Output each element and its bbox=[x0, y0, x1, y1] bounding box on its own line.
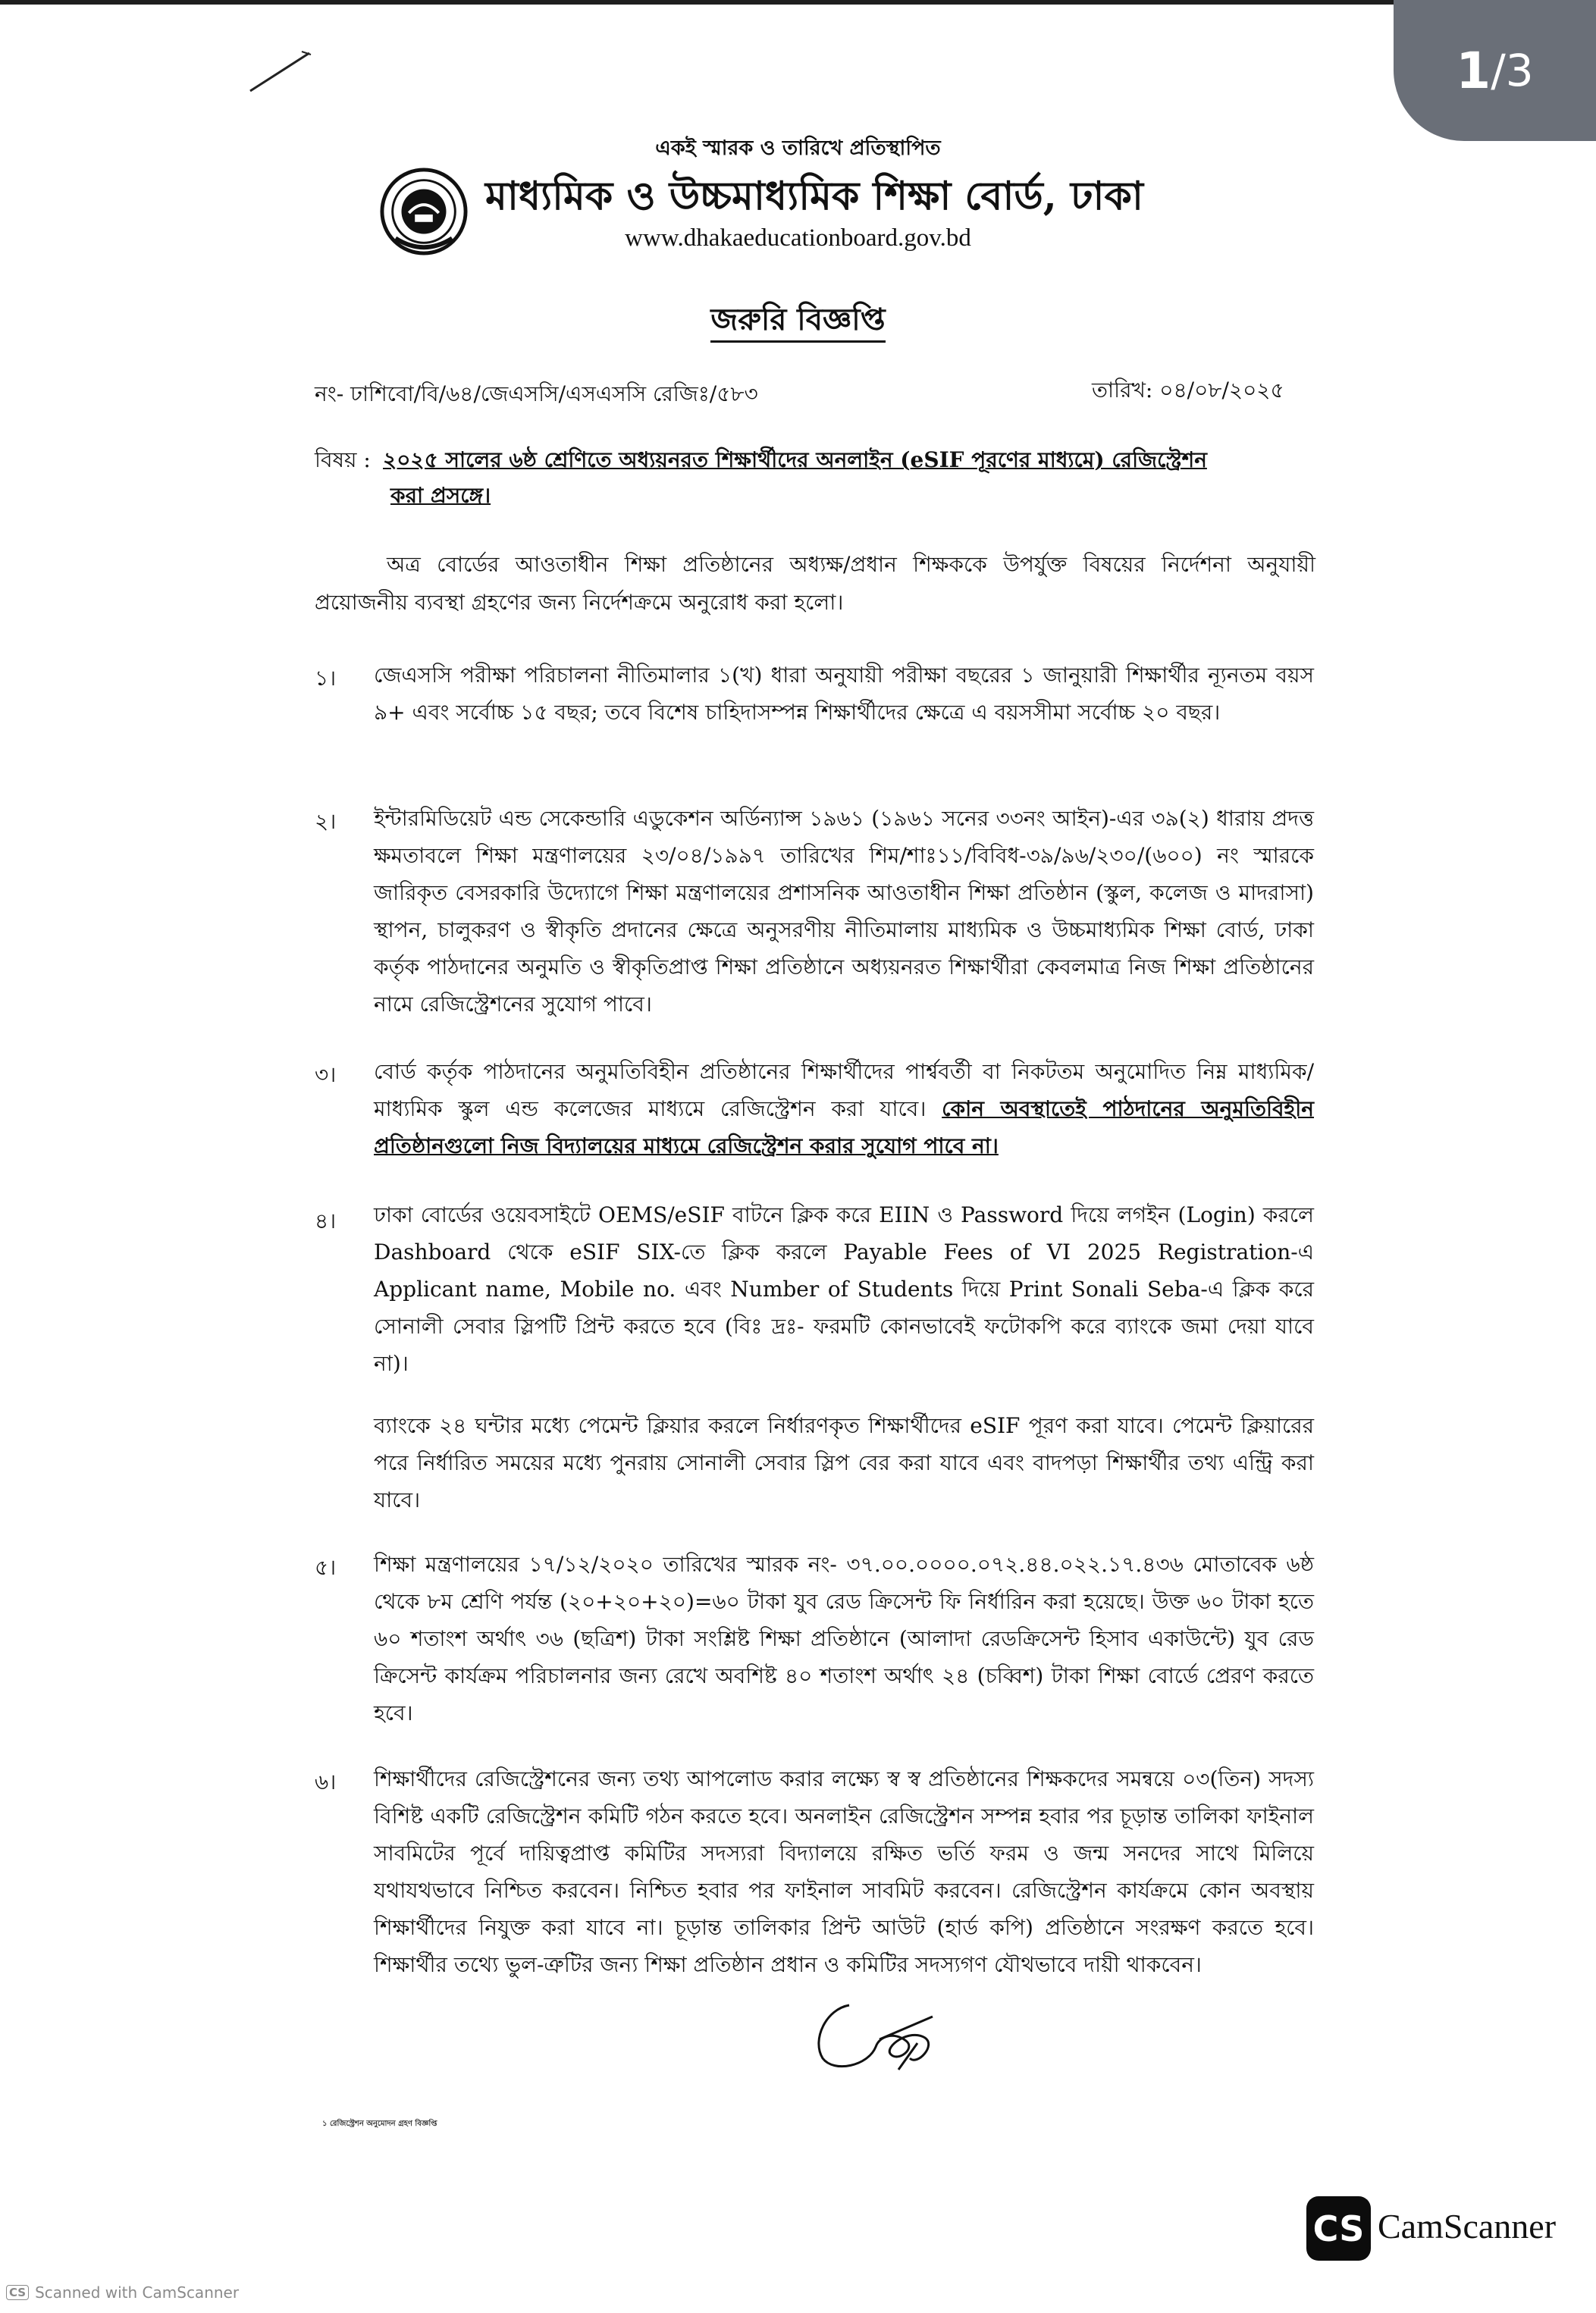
item-1-number: ১। bbox=[315, 666, 337, 691]
item-4-paragraph-2: ব্যাংকে ২৪ ঘন্টার মধ্যে পেমেন্ট ক্লিয়ার করলে নির্ধারণকৃত শিক্ষার্থীদের eSIF পূরণ করা যাবে। পেমেন্ট ক্লিয়ারের পরে নির্ধারিত সময়ের মধ্যে পুনরায় সোনালী সেবার স্লিপ বের করা যাবে এবং বাদপড়া শিক্ষার্থীর তথ্য এন্ট্রি করা যাবে। bbox=[374, 1413, 1314, 1512]
subject-line-2: করা প্রসঙ্গে। bbox=[390, 483, 491, 508]
memo-number: নং- ঢাশিবো/বি/৬৪/জেএসসি/এসএসসি রেজিঃ/৫৮৩ bbox=[315, 381, 758, 406]
item-3-emphasis: কোন অবস্থাতেই পাঠদানের অনুমতিবিহীন প্রতিষ্ঠানগুলো নিজ বিদ্যালয়ের মাধ্যমে রেজিস্ট্রেশন করার সুযোগ পাবে না। bbox=[374, 1096, 1314, 1158]
scanned-watermark bbox=[6, 2283, 239, 2302]
subject-line-1: ২০২৫ সালের ৬ষ্ঠ শ্রেণিতে অধ্যয়নরত শিক্ষার্থীদের অনলাইন (eSIF পূরণের মাধ্যমে) রেজিস্ট্রেশন bbox=[383, 447, 1207, 472]
item-3-number: ৩। bbox=[315, 1062, 337, 1087]
page-separator: / bbox=[1491, 45, 1506, 96]
page-current: 1 bbox=[1456, 41, 1491, 100]
memo-date: তারিখ: ০৪/০৮/২০২৫ bbox=[1092, 378, 1284, 403]
item-2-text: ইন্টারমিডিয়েট এন্ড সেকেন্ডারি এডুকেশন অর্ডিন্যান্স ১৯৬১ (১৯৬১ সনের ৩৩নং আইন)-এর ৩৯(২) ধারায় প্রদত্ত ক্ষমতাবলে শিক্ষা মন্ত্রণালয়ের ২৩/০৪/১৯৯৭ তারিখের শিম/শাঃ১১/বিবিধ-৩৯/৯৬/২৩০/(৬০০) নং স্মারকে জারিকৃত বেসরকারি উদ্যোগে শিক্ষা মন্ত্রণালয়ের প্রশাসনিক আওতাধীন শিক্ষা প্রতিষ্ঠান (স্কুল, কলেজ ও মাদরাসা) স্থাপন, চালুকরণ ও স্বীকৃতি প্রদানের ক্ষেত্রে অনুসরণীয় নীতিমালায় মাধ্যমিক ও উচ্চমাধ্যমিক শিক্ষা বোর্ড, ঢাকা কর্তৃক পাঠদানের অনুমতি ও স্বীকৃতিপ্রাপ্ত শিক্ষা প্রতিষ্ঠানে অধ্যয়নরত শিক্ষার্থীরা কেবলমাত্র নিজ শিক্ষা প্রতিষ্ঠানের নামে রেজিস্ট্রেশনের সুযোগ পাবে। bbox=[374, 806, 1314, 1017]
page-indicator[interactable] bbox=[1394, 0, 1596, 141]
pen-mark bbox=[243, 45, 318, 99]
subject bbox=[315, 442, 1308, 513]
camscanner-logo-icon: CS bbox=[1306, 2196, 1371, 2261]
item-6-number: ৬। bbox=[315, 1769, 337, 1794]
intro-paragraph: অত্র বোর্ডের আওতাধীন শিক্ষা প্রতিষ্ঠানের অধ্যক্ষ/প্রধান শিক্ষককে উপর্যুক্ত বিষয়ের নির্দেশনা অনুযায়ী প্রয়োজনীয় ব্যবস্থা গ্রহণের জন্য নির্দেশক্রমে অনুরোধ করা হলো। bbox=[315, 552, 1315, 615]
item-3-main: বোর্ড কর্তৃক পাঠদানের অনুমতিবিহীন প্রতিষ্ঠানের শিক্ষার্থীদের পার্শ্ববর্তী বা নিকটতম অনুমোদিত নিম্ন মাধ্যমিক/মাধ্যমিক স্কুল এন্ড কলেজের মাধ্যমে রেজিস্ট্রেশন করা যাবে। bbox=[374, 1059, 1314, 1121]
header-note: একই স্মারক ও তারিখে প্রতিস্থাপিত bbox=[655, 136, 941, 160]
notice-title-text: জরুরি বিজ্ঞপ্তি bbox=[710, 302, 885, 343]
signature bbox=[804, 1986, 948, 2073]
subject-label: বিষয় : bbox=[315, 447, 371, 472]
footnote: ১ রেজিস্ট্রেশন অনুমোদন গ্রহণ বিজ্ঞপ্তি bbox=[322, 2120, 437, 2128]
top-edge-bar bbox=[0, 0, 1596, 5]
item-3-text bbox=[374, 1053, 1314, 1164]
item-4-number: ৪। bbox=[315, 1208, 337, 1233]
item-5-number: ৫। bbox=[315, 1555, 337, 1580]
board-website: www.dhakaeducationboard.gov.bd bbox=[625, 224, 971, 252]
scanned-watermark-text: Scanned with CamScanner bbox=[35, 2283, 240, 2302]
camscanner-mini-icon: CS bbox=[6, 2285, 29, 2300]
page-total: 3 bbox=[1505, 45, 1534, 96]
item-4-text: ঢাকা বোর্ডের ওয়েবসাইটে OEMS/eSIF বাটনে ক্লিক করে EIIN ও Password দিয়ে লগইন (Login) করলে Dashboard থেকে eSIF SIX-তে ক্লিক করলে Payable Fees of VI 2025 Registration-এ Applicant name, Mobile no. এবং Number of Students দিয়ে Print Sonali Seba-এ ক্লিক করে সোনালী সেবার স্লিপটি প্রিন্ট করতে হবে (বিঃ দ্রঃ- ফরমটি কোনভাবেই ফটোকপি করে ব্যাংকে জমা দেয়া যাবে না)। bbox=[374, 1202, 1314, 1376]
notice-title bbox=[0, 296, 1596, 346]
item-1-text: জেএসসি পরীক্ষা পরিচালনা নীতিমালার ১(খ) ধারা অনুযায়ী পরীক্ষা বছরের ১ জানুয়ারী শিক্ষার্থীর ন্যূনতম বয়স ৯+ এবং সর্বোচ্চ ১৫ বছর; তবে বিশেষ চাহিদাসম্পন্ন শিক্ষার্থীদের ক্ষেত্রে এ বয়সসীমা সর্বোচ্চ ২০ বছর। bbox=[374, 663, 1314, 725]
item-6-text: শিক্ষার্থীদের রেজিস্ট্রেশনের জন্য তথ্য আপলোড করার লক্ষ্যে স্ব স্ব প্রতিষ্ঠানের শিক্ষকদের সমন্বয়ে ০৩(তিন) সদস্য বিশিষ্ট একটি রেজিস্ট্রেশন কমিটি গঠন করতে হবে। অনলাইন রেজিস্ট্রেশন সম্পন্ন হবার পর চূড়ান্ত তালিকা ফাইনাল সাবমিটের পূর্বে দায়িত্বপ্রাপ্ত কমিটির সদস্যরা বিদ্যালয়ে রক্ষিত ভর্তি ফরম ও জন্ম সনদের সাথে মিলিয়ে যথাযথভাবে নিশ্চিত করবেন। নিশ্চিত হবার পর ফাইনাল সাবমিট করবেন। রেজিস্ট্রেশন কার্যক্রমে কোন অবস্থায় শিক্ষার্থীদের নিযুক্ত করা যাবে না। চূড়ান্ত তালিকার প্রিন্ট আউট (হার্ড কপি) প্রতিষ্ঠানে সংরক্ষণ করতে হবে। শিক্ষার্থীর তথ্যে ভুল-ত্রুটির জন্য শিক্ষা প্রতিষ্ঠান প্রধান ও কমিটির সদস্যগণ যৌথভাবে দায়ী থাকবেন। bbox=[374, 1766, 1314, 1977]
item-2-number: ২। bbox=[315, 809, 337, 834]
item-5-text: শিক্ষা মন্ত্রণালয়ের ১৭/১২/২০২০ তারিখের স্মারক নং- ৩৭.০০.০০০০.০৭২.৪৪.০২২.১৭.৪৩৬ মোতাবেক ৬ষ্ঠ থেকে ৮ম শ্রেণি পর্যন্ত (২০+২০+২০)=৬০ টাকা যুব রেড ক্রিসেন্ট ফি নির্ধারিন করা হয়েছে। উক্ত ৬০ টাকা হতে ৬০ শতাংশ অর্থাৎ ৩৬ (ছত্রিশ) টাকা সংশ্লিষ্ট শিক্ষা প্রতিষ্ঠানে (আলাদা রেডক্রিসেন্ট হিসাব একাউন্টে) যুব রেড ক্রিসেন্ট কার্যক্রম পরিচালনার জন্য রেখে অবশিষ্ট ৪০ শতাংশ অর্থাৎ ২৪ (চব্বিশ) টাকা শিক্ষা বোর্ডে প্রেরণ করতে হবে। bbox=[374, 1552, 1314, 1725]
camscanner-brand: CamScanner bbox=[1378, 2207, 1557, 2246]
board-name: মাধ্যমিক ও উচ্চমাধ্যমিক শিক্ষা বোর্ড, ঢাকা bbox=[485, 173, 1143, 219]
